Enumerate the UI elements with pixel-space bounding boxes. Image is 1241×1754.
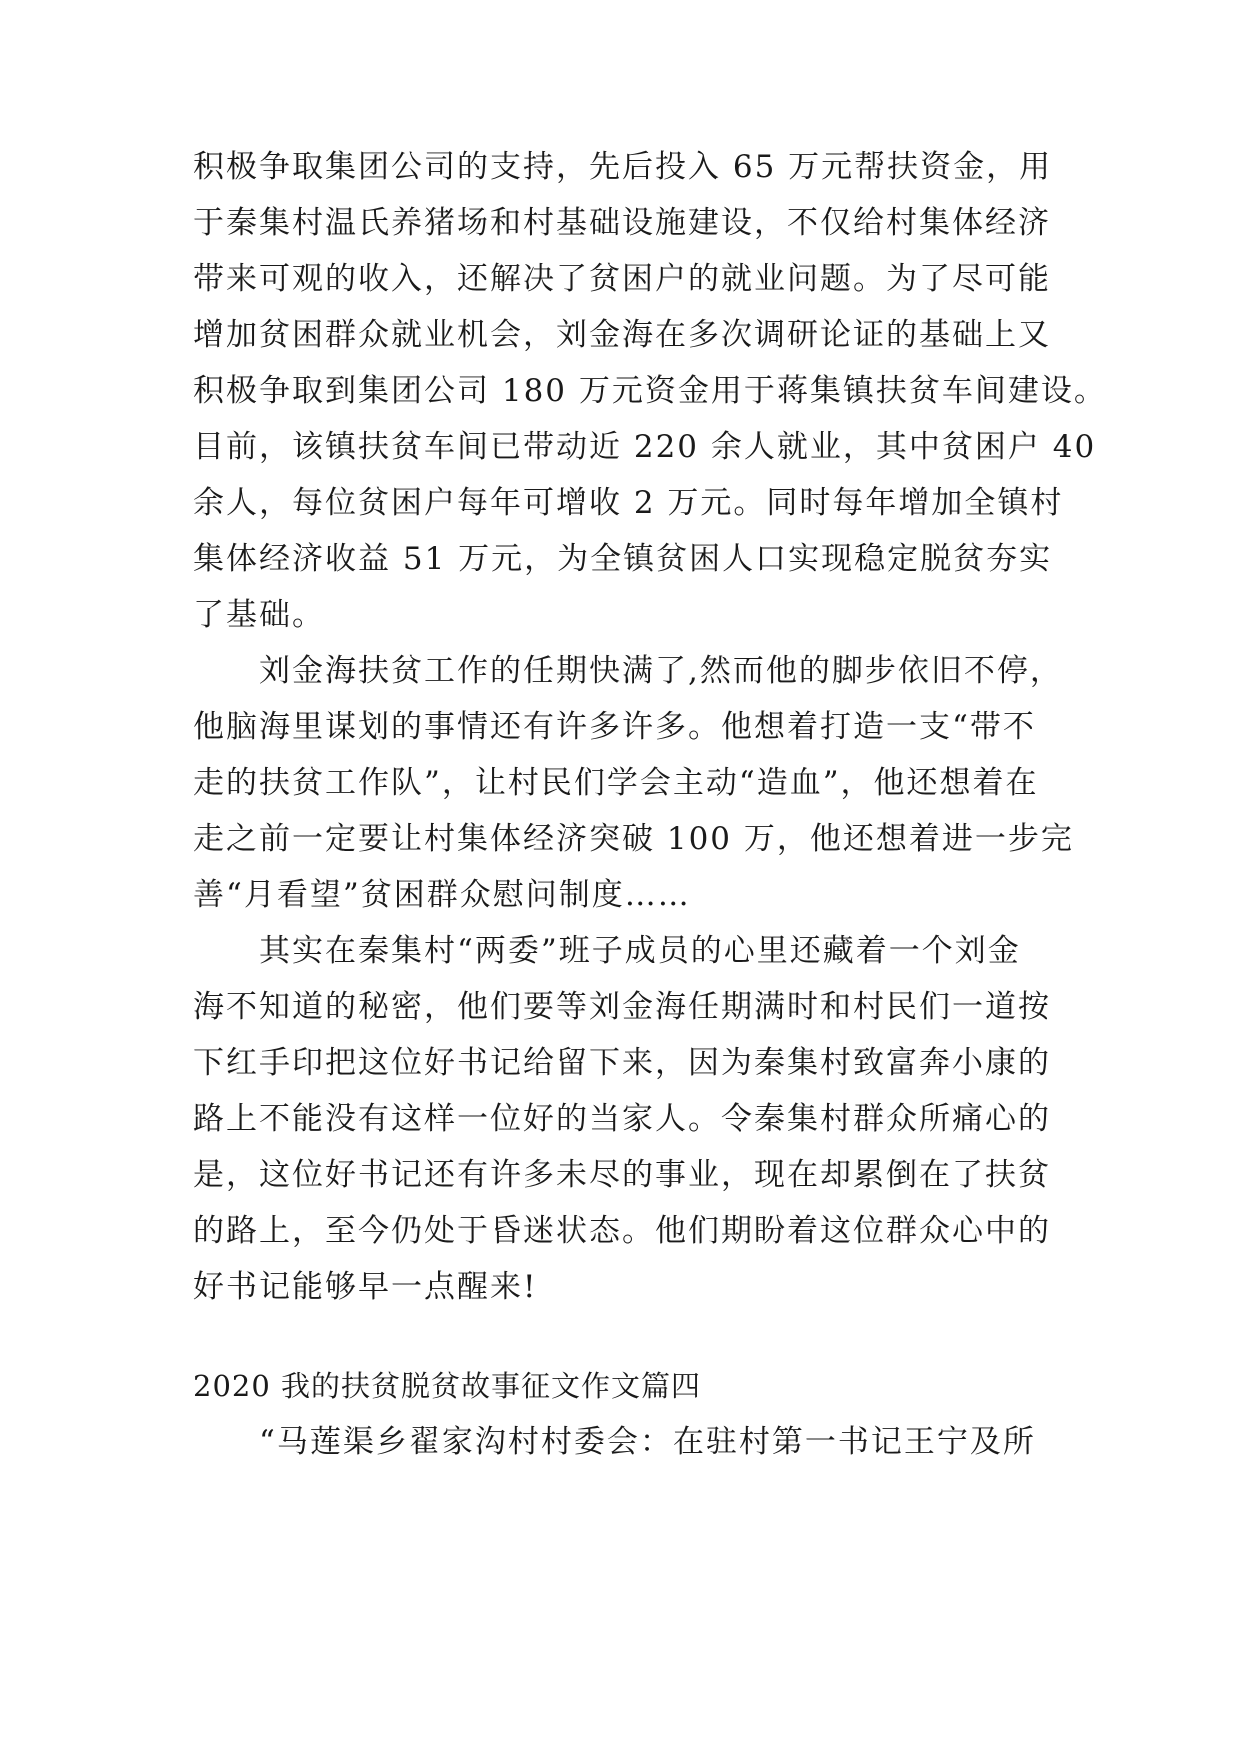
paragraph-line: 集体经济收益 51 万元，为全镇贫困人口实现稳定脱贫夯实 (193, 541, 1053, 577)
section-title: 2020 我的扶贫脱贫故事征文作文篇四 (193, 1369, 702, 1403)
paragraph-line: 于秦集村温氏养猪场和村基础设施建设，不仅给村集体经济 (193, 205, 1051, 241)
paragraph-line: 刘金海扶贫工作的任期快满了,然而他的脚步依旧不停， (193, 653, 1063, 689)
paragraph-line: 路上不能没有这样一位好的当家人。令秦集村群众所痛心的 (193, 1101, 1051, 1137)
paragraph-line: 增加贫困群众就业机会，刘金海在多次调研论证的基础上又 (193, 317, 1051, 353)
paragraph-line: 他脑海里谋划的事情还有许多许多。他想着打造一支“带不 (193, 709, 1036, 745)
paragraph-line: 下红手印把这位好书记给留下来，因为秦集村致富奔小康的 (193, 1045, 1051, 1081)
paragraph-line: 其实在秦集村“两委”班子成员的心里还藏着一个刘金 (193, 933, 1021, 969)
paragraph-line: 余人，每位贫困户每年可增收 2 万元。同时每年增加全镇村 (193, 485, 1064, 521)
paragraph-line: 海不知道的秘密，他们要等刘金海任期满时和村民们一道按 (193, 989, 1051, 1025)
paragraph-line: 是，这位好书记还有许多未尽的事业，现在却累倒在了扶贫 (193, 1157, 1051, 1193)
paragraph-line: 善“月看望”贫困群众慰问制度…… (193, 877, 691, 913)
paragraph-line: 积极争取到集团公司 180 万元资金用于蒋集镇扶贫车间建设。 (193, 373, 1107, 409)
paragraph-line: 走的扶贫工作队”，让村民们学会主动“造血”，他还想着在 (193, 765, 1039, 801)
paragraph-line: 了基础。 (193, 597, 325, 633)
paragraph-line: 好书记能够早一点醒来! (193, 1269, 538, 1305)
paragraph-line: 带来可观的收入，还解决了贫困户的就业问题。为了尽可能 (193, 261, 1051, 297)
paragraph-line: “马莲渠乡翟家沟村村委会：在驻村第一书记王宁及所 (193, 1424, 1036, 1460)
paragraph-line: 走之前一定要让村集体经济突破 100 万，他还想着进一步完 (193, 821, 1074, 857)
paragraph-line: 的路上，至今仍处于昏迷状态。他们期盼着这位群众心中的 (193, 1213, 1051, 1249)
paragraph-line: 积极争取集团公司的支持，先后投入 65 万元帮扶资金，用 (193, 149, 1053, 185)
paragraph-line: 目前，该镇扶贫车间已带动近 220 余人就业，其中贫困户 40 (193, 429, 1097, 465)
